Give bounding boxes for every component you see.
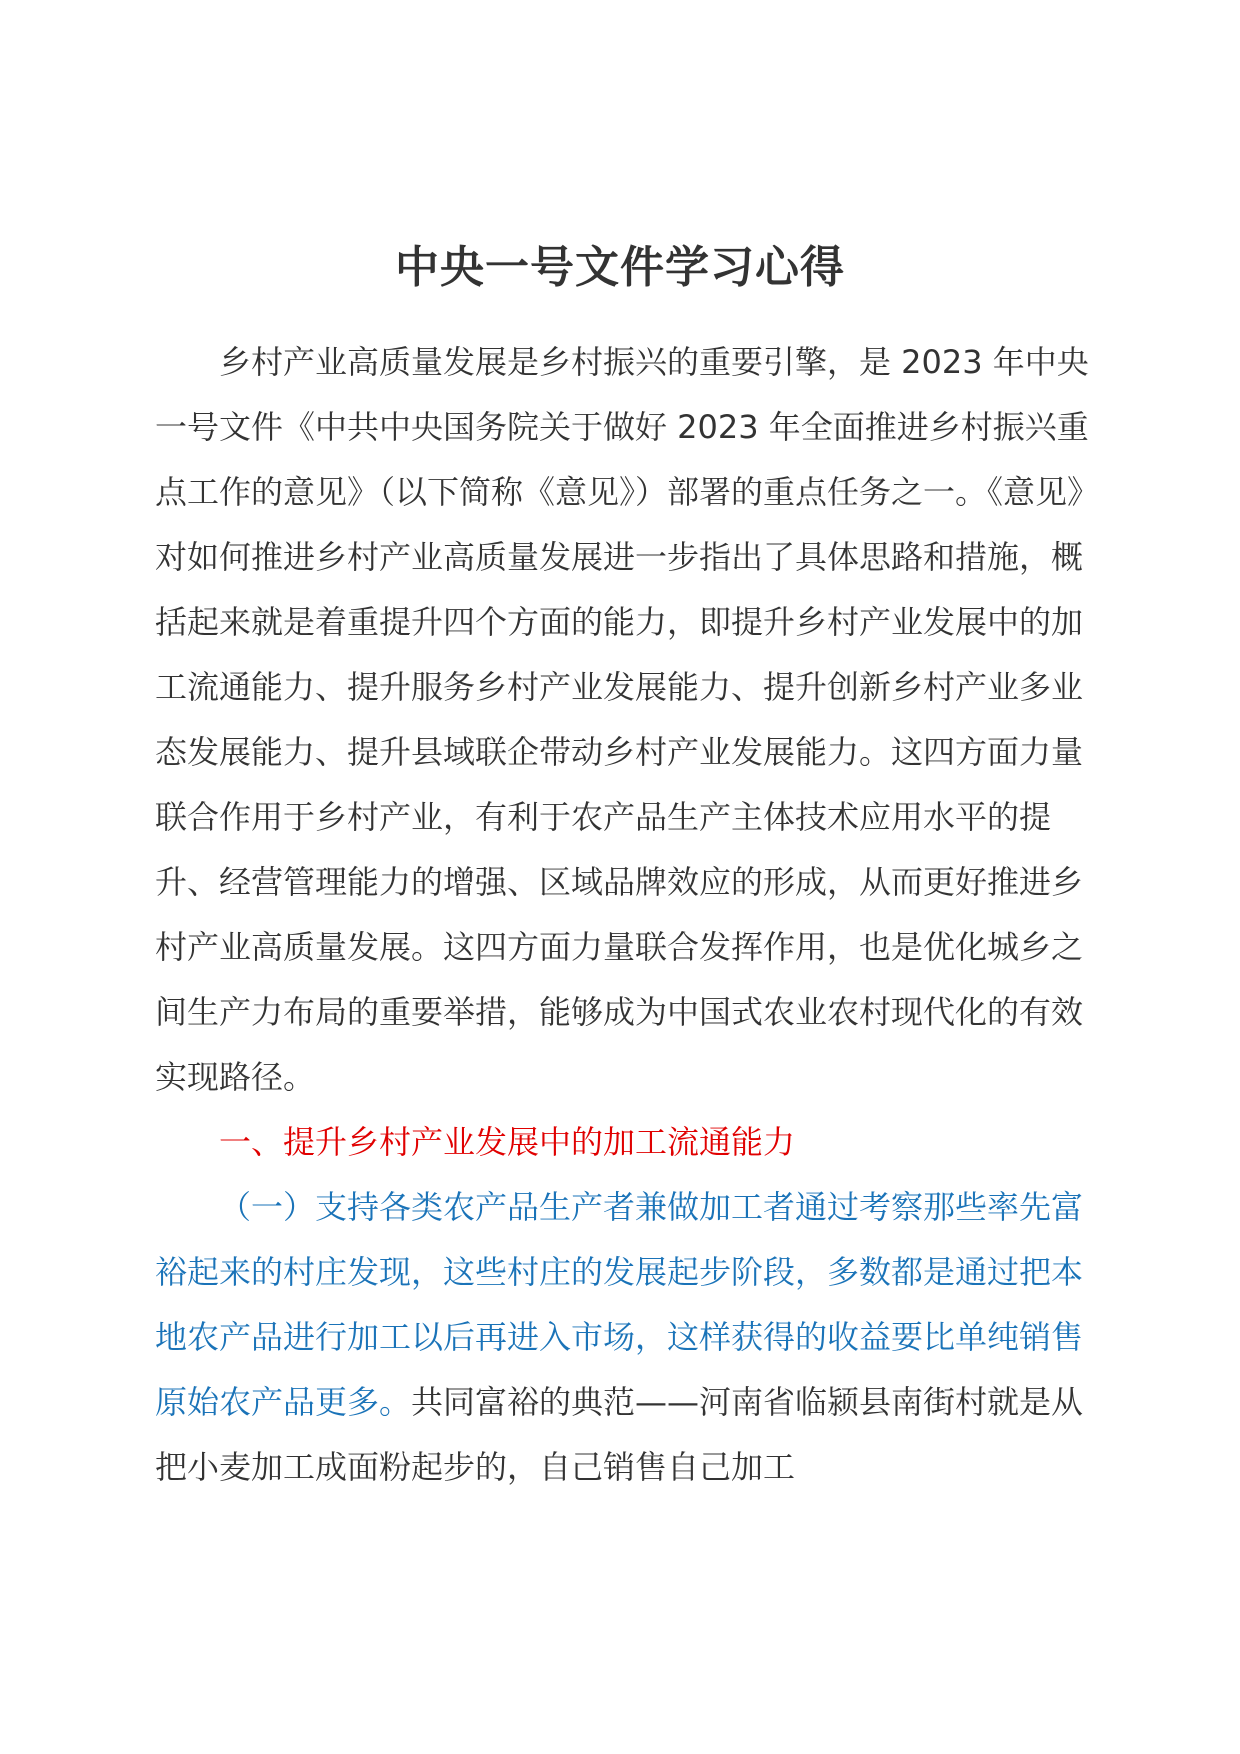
intro-paragraph: 乡村产业高质量发展是乡村振兴的重要引擎，是 2023 年中央一号文件《中共中央国务院关于做好 2023 年全面推进乡村振兴重点工作的意见》（以下简称《意见》）部署的重点任务之一。《意见》对如何推进乡村产业高质量发展进一步指出了具体思路和措施，概括起来就是着重提升四个方面的能力，即提升乡村产业发展中的加工流通能力、提升服务乡村产业发展能力、提升创新乡村产业多业态发展能力、提升县域联企带动乡村产业发展能力。这四方面力量联合作用于乡村产业，有利于农产品生产主体技术应用水平的提升、经营管理能力的增强、区域品牌效应的形成，从而更好推进乡村产业高质量发展。这四方面力量联合发挥作用，也是优化城乡之间生产力布局的重要举措，能够成为中国式农业农村现代化的有效实现路径。 <box>155 343 1089 1096</box>
document-body <box>155 330 1095 1500</box>
section-heading: 一、提升乡村产业发展中的加工流通能力 <box>219 1123 796 1161</box>
subsection-body-text: 共同富裕的典范——河南省临颍县南街村就是从把小麦加工成面粉起步的，自己销售自己加工 <box>155 1383 1084 1486</box>
subsection-paragraph <box>155 1175 1095 1500</box>
document-title: 中央一号文件学习心得 <box>395 242 845 293</box>
subsection-heading-text: （一）支持各类农产品生产者兼做加工者通过考察那些率先富裕起来的村庄发现，这些村庄的发展起步阶段，多数都是通过把本地农产品进行加工以后再进入市场，这样获得的收益要比单纯销售原始农产品更多。 <box>155 1188 1084 1421</box>
